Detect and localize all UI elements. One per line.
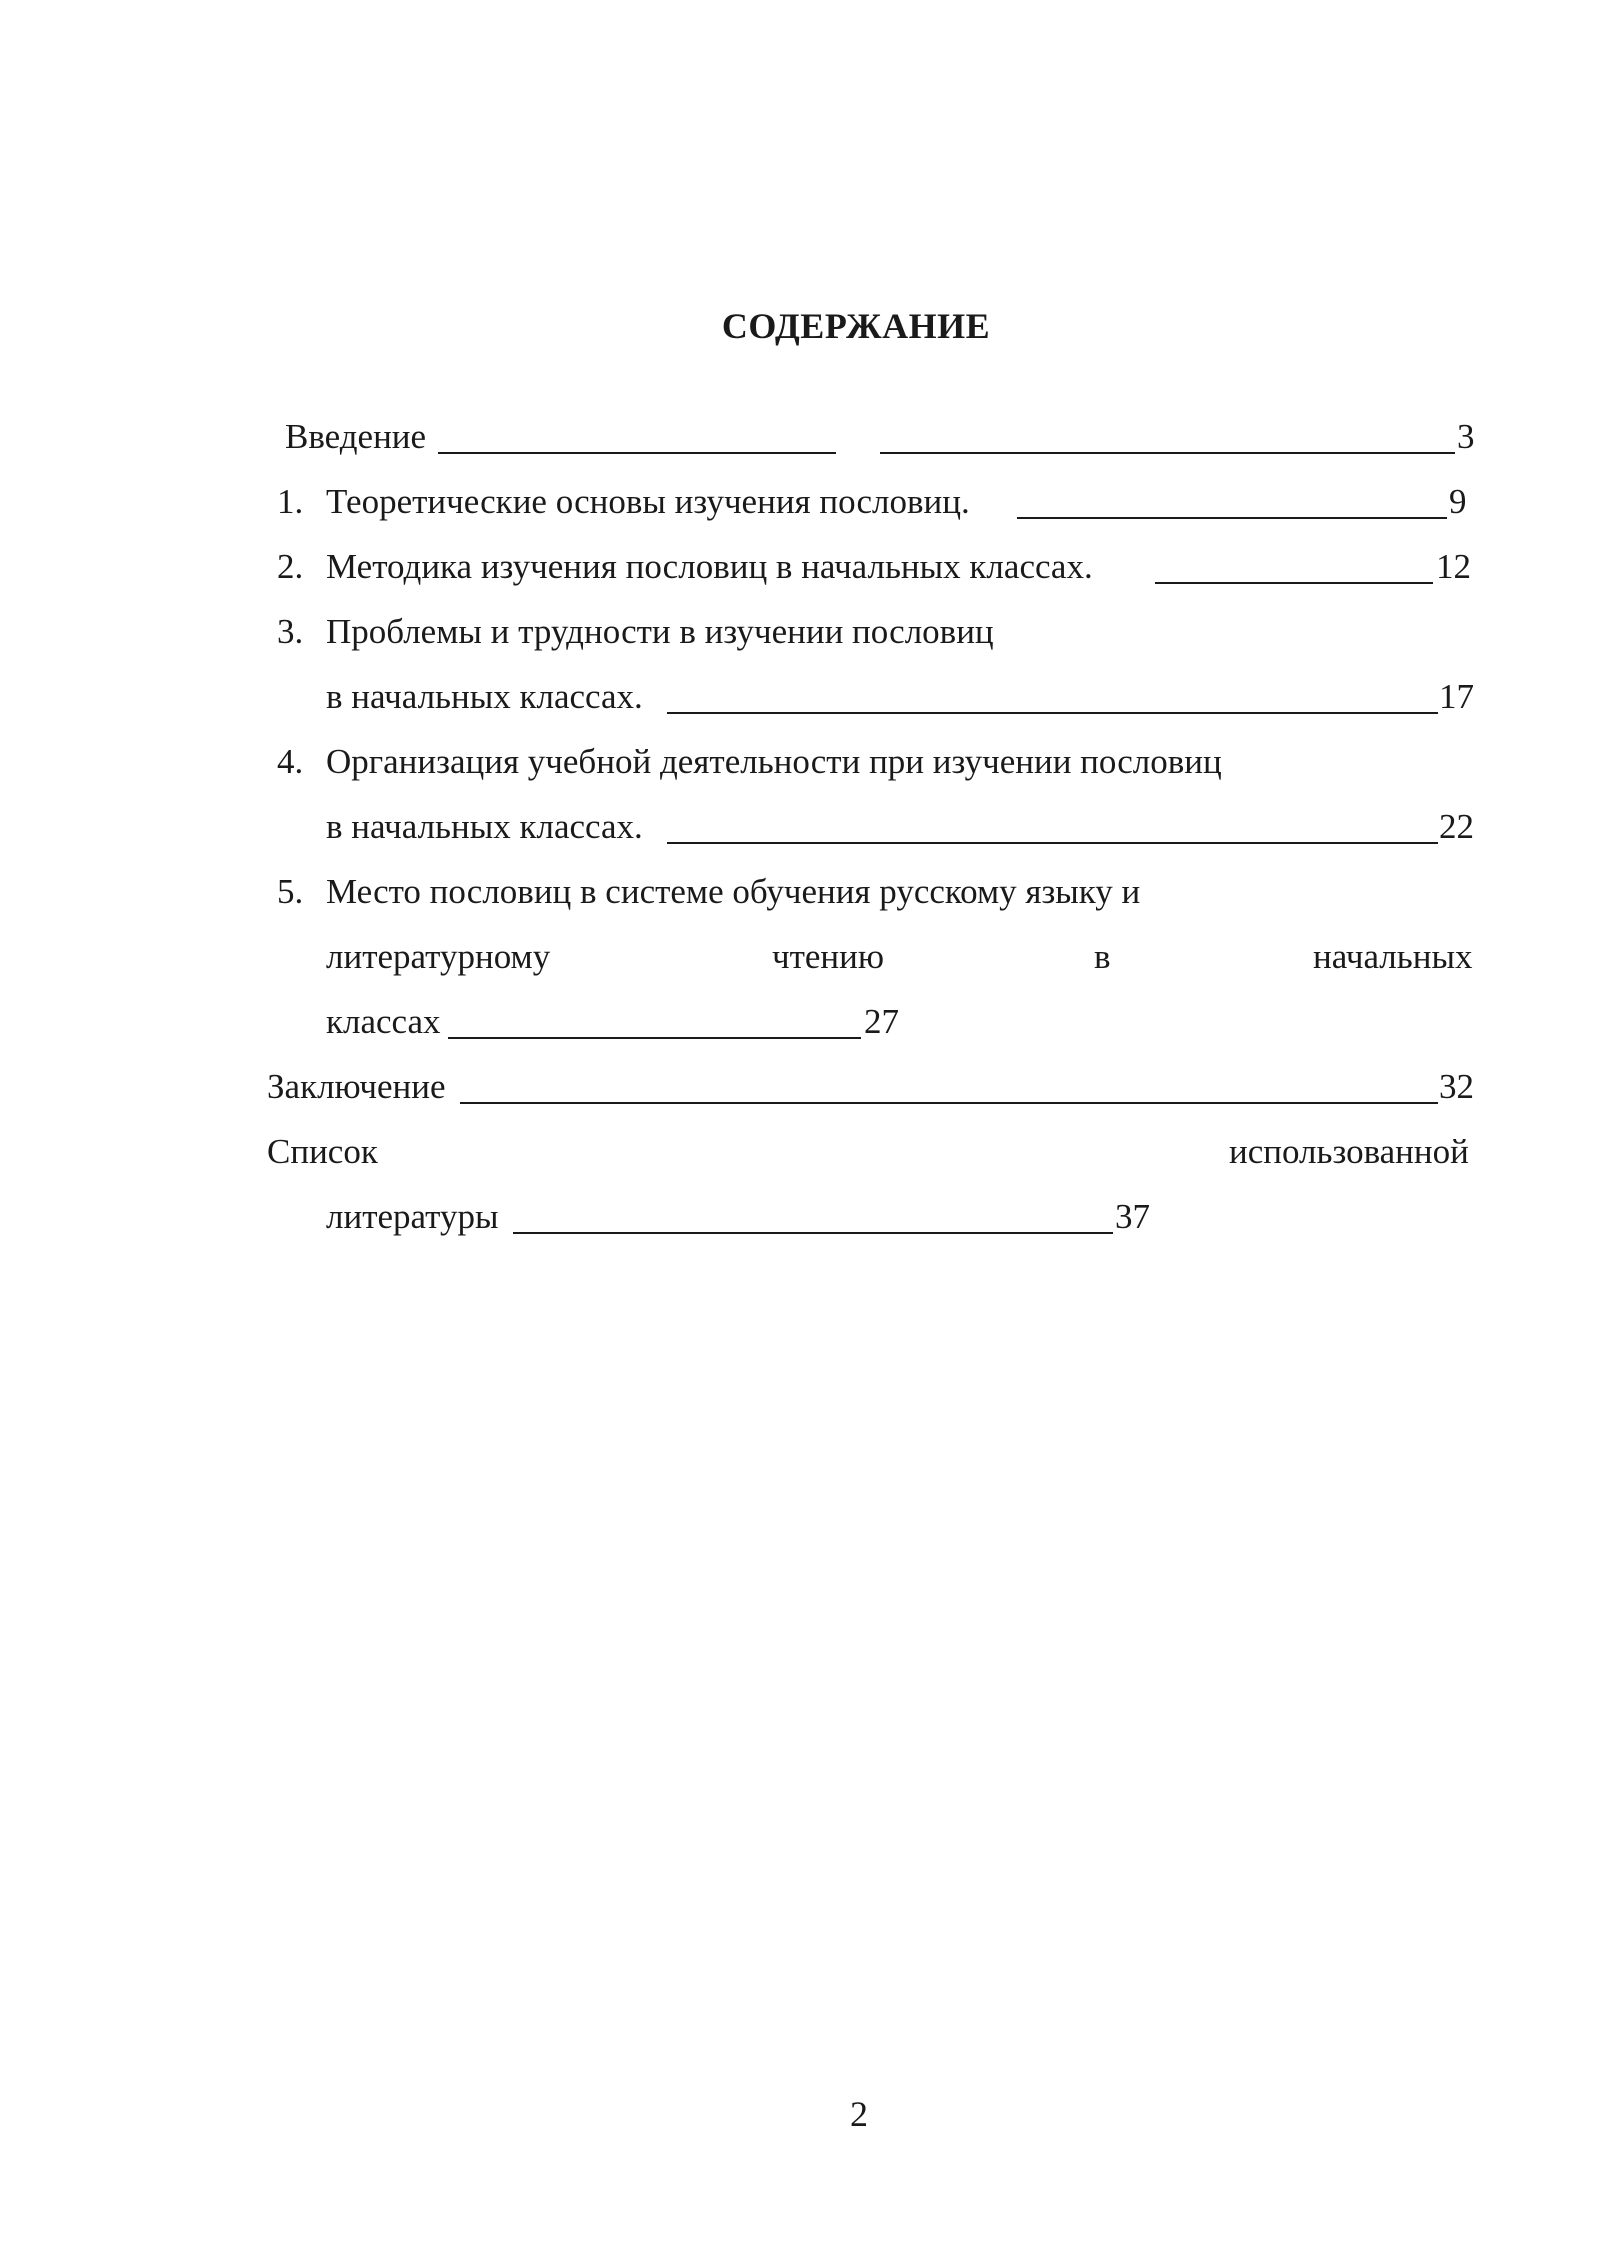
- toc-item-2-label: Методика изучения пословиц в начальных классах.: [326, 547, 1093, 586]
- toc-item-5-label-line3: классах: [326, 1002, 441, 1041]
- toc-item-3-label-line2: в начальных классах.: [326, 677, 643, 716]
- toc-item-2-number: 2.: [277, 547, 304, 586]
- toc-item-4-number: 4.: [277, 742, 304, 781]
- toc-item-5-page: 27: [864, 1002, 899, 1041]
- toc-item-4-label-line2: в начальных классах.: [326, 807, 643, 846]
- toc-references-leader: [513, 1232, 1113, 1234]
- toc-item-5-leader: [448, 1037, 861, 1039]
- toc-item-4-label-line1: Организация учебной деятельности при изучении пословиц: [326, 742, 1222, 781]
- toc-title: СОДЕРЖАНИЕ: [721, 306, 991, 346]
- toc-item-5-word-3: в: [1094, 937, 1111, 976]
- toc-intro-leader-part1: [438, 452, 836, 454]
- toc-references-word-3: литературы: [326, 1197, 499, 1236]
- toc-references-word-1: Список: [267, 1132, 378, 1171]
- toc-item-5-word-4: начальных: [1313, 937, 1473, 976]
- toc-item-1-label: Теоретические основы изучения пословиц.: [326, 482, 970, 521]
- toc-item-2-page: 12: [1436, 547, 1471, 586]
- toc-conclusion-label: Заключение: [267, 1067, 446, 1106]
- toc-item-5-label-line1: Место пословиц в системе обучения русскому языку и: [326, 872, 1141, 911]
- toc-references-word-2: использованной: [1229, 1132, 1469, 1171]
- toc-intro-page: 3: [1457, 417, 1475, 456]
- toc-references-page: 37: [1115, 1197, 1150, 1236]
- toc-item-3-leader: [667, 712, 1438, 714]
- toc-item-2-leader: [1155, 582, 1433, 584]
- toc-item-3-number: 3.: [277, 612, 304, 651]
- toc-conclusion-page: 32: [1439, 1067, 1474, 1106]
- toc-item-4-leader: [667, 842, 1438, 844]
- toc-item-1-page: 9: [1449, 482, 1467, 521]
- toc-item-5-word-2: чтению: [772, 937, 885, 976]
- toc-item-5-number: 5.: [277, 872, 304, 911]
- toc-item-3-label-line1: Проблемы и трудности в изучении пословиц: [326, 612, 994, 651]
- toc-item-1-number: 1.: [277, 482, 304, 521]
- toc-item-3-page: 17: [1439, 677, 1474, 716]
- toc-conclusion-leader: [460, 1102, 1438, 1104]
- toc-item-4-page: 22: [1439, 807, 1474, 846]
- page-number: 2: [850, 2094, 868, 2134]
- toc-item-1-leader: [1017, 517, 1447, 519]
- toc-intro-label: Введение: [285, 417, 427, 456]
- toc-item-5-word-1: литературному: [326, 937, 551, 976]
- toc-intro-leader-part2: [880, 452, 1455, 454]
